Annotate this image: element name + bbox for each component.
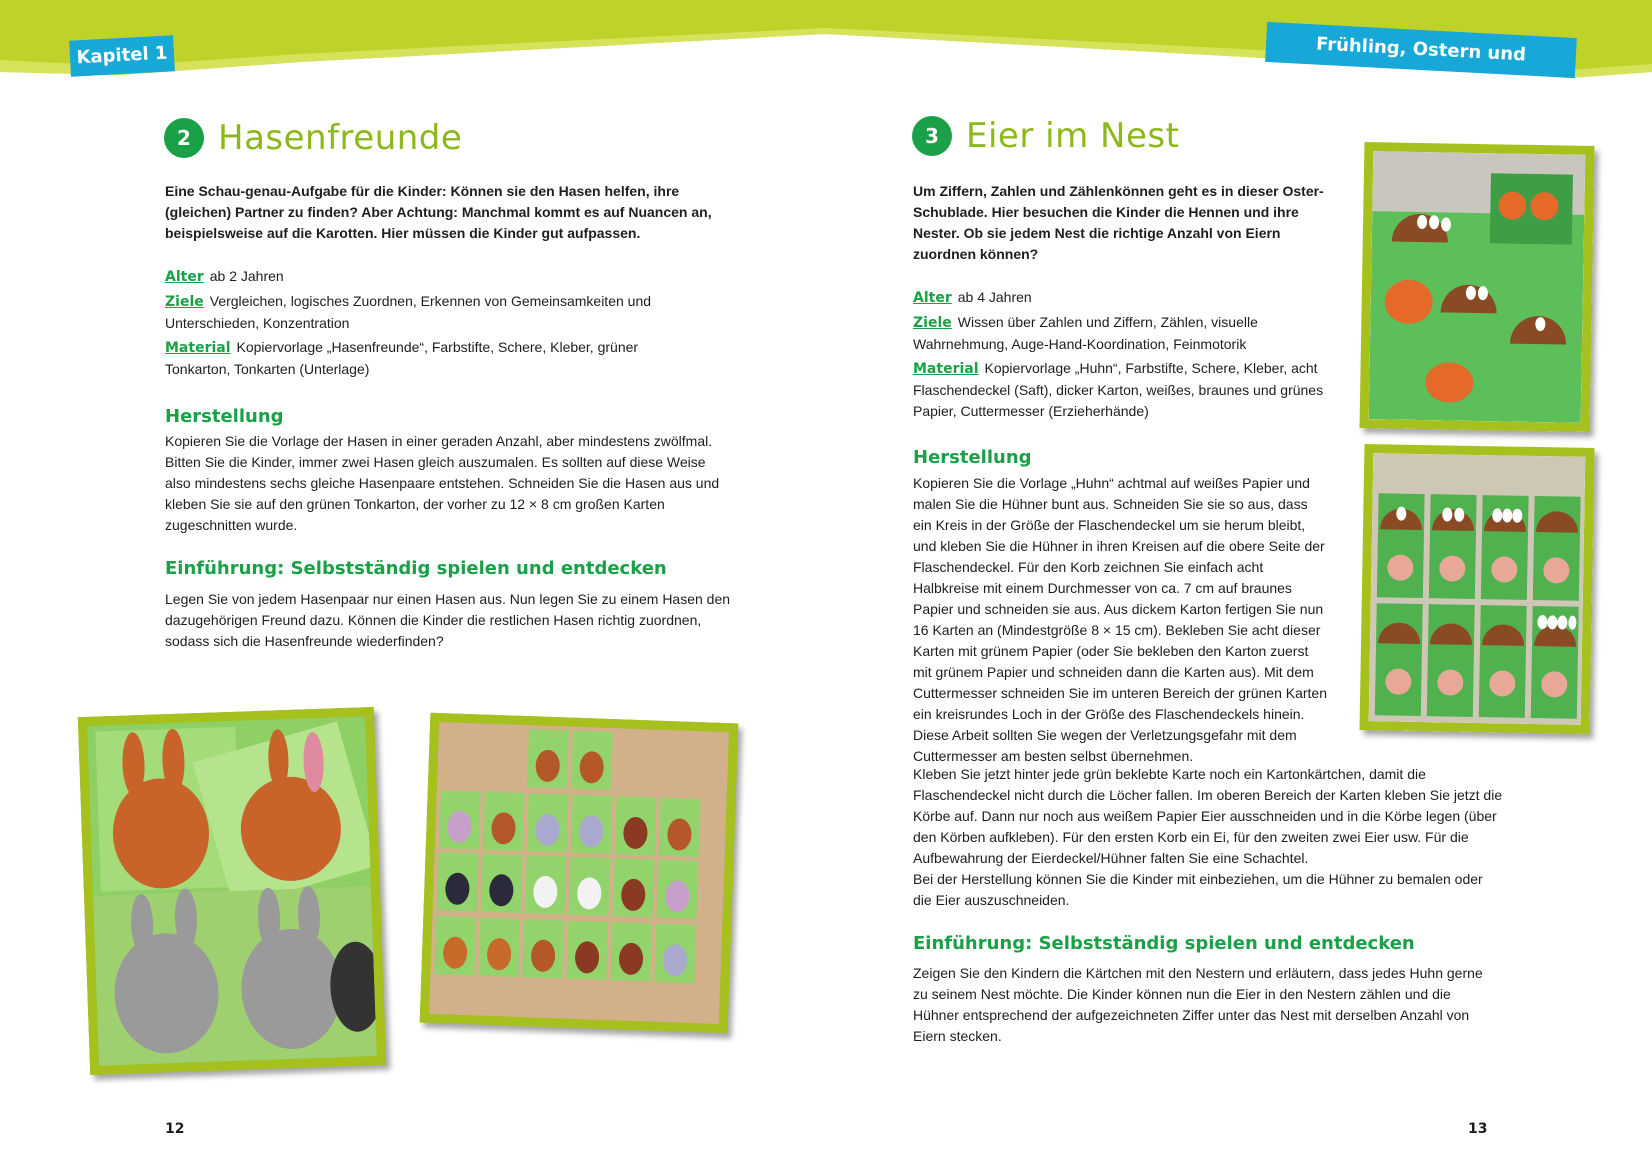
ziele-value: Wissen über Zahlen und Ziffern, Zählen, visuelle Wahrnehmung, Auge-Hand-Koordination, Feinmotorik	[913, 314, 1258, 352]
bunny-closeup-illustration	[87, 716, 377, 1065]
left-herstellung-heading: Herstellung	[165, 406, 284, 427]
chapter-tab: Kapitel 1	[69, 35, 175, 76]
ziele-label: Ziele	[165, 294, 204, 310]
photo-bunny-cards-closeup	[78, 707, 386, 1075]
nest-box-illustration	[1369, 151, 1586, 423]
section-number-badge: 2	[164, 118, 204, 158]
material-value: Kopiervorlage „Huhn“, Farbstifte, Schere, Kleber, acht Flaschendeckel (Saft), dicker Karton, weißes, braunes und grünes Papier, Cuttermesser (Erzieherhände)	[913, 360, 1324, 419]
right-section-header	[912, 116, 1179, 156]
material-label: Material	[165, 340, 231, 356]
photo-bunny-cards-grid	[420, 713, 739, 1034]
alter-label: Alter	[165, 269, 204, 285]
left-section-header	[164, 118, 462, 158]
right-einfuehrung-heading: Einführung: Selbstständig spielen und entdecken	[913, 933, 1415, 954]
photo-nest-cards-grid	[1360, 444, 1595, 734]
photo-nest-cards-box	[1360, 142, 1595, 432]
left-lead-paragraph: Eine Schau-genau-Aufgabe für die Kinder: Können sie den Hasen helfen, ihre (gleichen) Partner zu finden? Aber Achtung: Manchmal kommt es auf Nuancen an, beispielsweise auf die Karotten. Hier müssen die Kinder gut aufpassen.	[165, 183, 712, 241]
left-einfuehrung-heading: Einführung: Selbstständig spielen und entdecken	[165, 558, 667, 579]
ziele-value: Vergleichen, logisches Zuordnen, Erkennen von Gemeinsamkeiten und Unterschieden, Konzentration	[165, 293, 652, 331]
left-einfuehrung-text: Legen Sie von jedem Hasenpaar nur einen Hasen aus. Nun legen Sie zu einem Hasen den dazugehörigen Freund dazu. Können die Kinder die restlichen Hasen richtig zuordnen, sodass sich die Hasenfreunde wiederfinden?	[165, 591, 731, 649]
section-tab: Frühling, Ostern und Geburtstage	[1265, 22, 1577, 78]
page-number-right: 13	[1468, 1121, 1488, 1137]
alter-value: ab 4 Jahren	[957, 289, 1032, 305]
section-title: Hasenfreunde	[218, 118, 463, 158]
nest-grid-illustration	[1369, 453, 1586, 725]
right-herstellung-text-c: Bei der Herstellung können Sie die Kinder mit einbeziehen, um die Hühner zu bemalen oder die Eier auszuschneiden.	[913, 871, 1483, 908]
left-meta	[165, 266, 685, 383]
alter-value: ab 2 Jahren	[209, 268, 284, 284]
right-herstellung-heading: Herstellung	[913, 447, 1032, 468]
material-label: Material	[913, 361, 979, 377]
right-lead-paragraph: Um Ziffern, Zahlen und Zählenkönnen geht es in dieser Oster-Schublade. Hier besuchen die Kinder die Hennen und ihre Nester. Ob sie jedem Nest die richtige Anzahl von Eiern zuordnen können?	[913, 183, 1324, 262]
right-einfuehrung-text: Zeigen Sie den Kindern die Kärtchen mit den Nestern und erläutern, dass jedes Huhn gerne zu seinem Nest möchte. Die Kinder können nun die Eier in den Nestern zählen und die Hühner entsprechend der aufgezeichneten Ziffer unter das Nest mit derselben Anzahl von Eiern stecken.	[913, 965, 1483, 1044]
left-herstellung-text: Kopieren Sie die Vorlage der Hasen in einer geraden Anzahl, aber mindestens zwölfmal. Bitten Sie die Kinder, immer zwei Hasen gleich auszumalen. Es sollten auf diese Weise also mindestens sechs gleiche Hasenpaare entstehen. Schneiden Sie die Hasen aus und kleben Sie sie auf den grünen Tonkarton, der vorher zu 12 × 8 cm großen Karten zugeschnitten wurde.	[165, 433, 720, 533]
alter-label: Alter	[913, 290, 952, 306]
bunny-grid-illustration	[429, 722, 729, 1024]
right-meta	[913, 287, 1328, 425]
material-value: Kopiervorlage „Hasenfreunde“, Farbstifte, Schere, Kleber, grüner Tonkarton, Tonkarten (Unterlage)	[165, 339, 639, 377]
right-herstellung-text-b: Kleben Sie jetzt hinter jede grün beklebte Karte noch ein Kartonkärtchen, damit die Flaschendeckel nicht durch die Löcher fallen. Im oberen Bereich der Karten kleben Sie jetzt die Körbe auf. Dann nur noch aus weißem Papier Eier ausschneiden und in die Körbe legen (über den Körben aufkleben). Für den ersten Korb ein Ei, für den zweiten zwei Eier usw. Für die Aufbewahrung der Eierdeckel/Hühner falten Sie eine Schachtel.	[913, 766, 1503, 866]
page-number-left: 12	[165, 1121, 185, 1137]
ziele-label: Ziele	[913, 315, 952, 331]
section-number-badge: 3	[912, 116, 952, 156]
section-title: Eier im Nest	[966, 116, 1180, 156]
right-herstellung-text-a: Kopieren Sie die Vorlage „Huhn“ achtmal auf weißes Papier und malen Sie die Hühner bunt aus. Schneiden Sie sie so aus, dass ein Kreis in der Größe der Flaschendeckel um sie herum bleibt, und kleben Sie die Hühner in ihren Kreisen auf die obere Seite der Flaschendeckel. Für den Korb zeichnen Sie einfach acht Halbkreise mit einem Durchmesser von ca. 7 cm auf braunes Papier und schneiden sie aus. Aus dickem Karton fertigen Sie nun 16 Karten an (Mindestgröße 8 × 15 cm). Bekleben Sie acht dieser Karten mit grünem Papier (oder Sie bekleben den Karton zuerst mit grünem Papier und schneiden dann die Karten aus). Mit dem Cuttermesser schneiden Sie im unteren Bereich der grünen Karten ein kreisrundes Loch in der Größe des Flaschendeckels hinein. Diese Arbeit sollten Sie wegen der Verletzungsgefahr mit dem Cuttermesser am besten selbst übernehmen.	[913, 475, 1327, 764]
